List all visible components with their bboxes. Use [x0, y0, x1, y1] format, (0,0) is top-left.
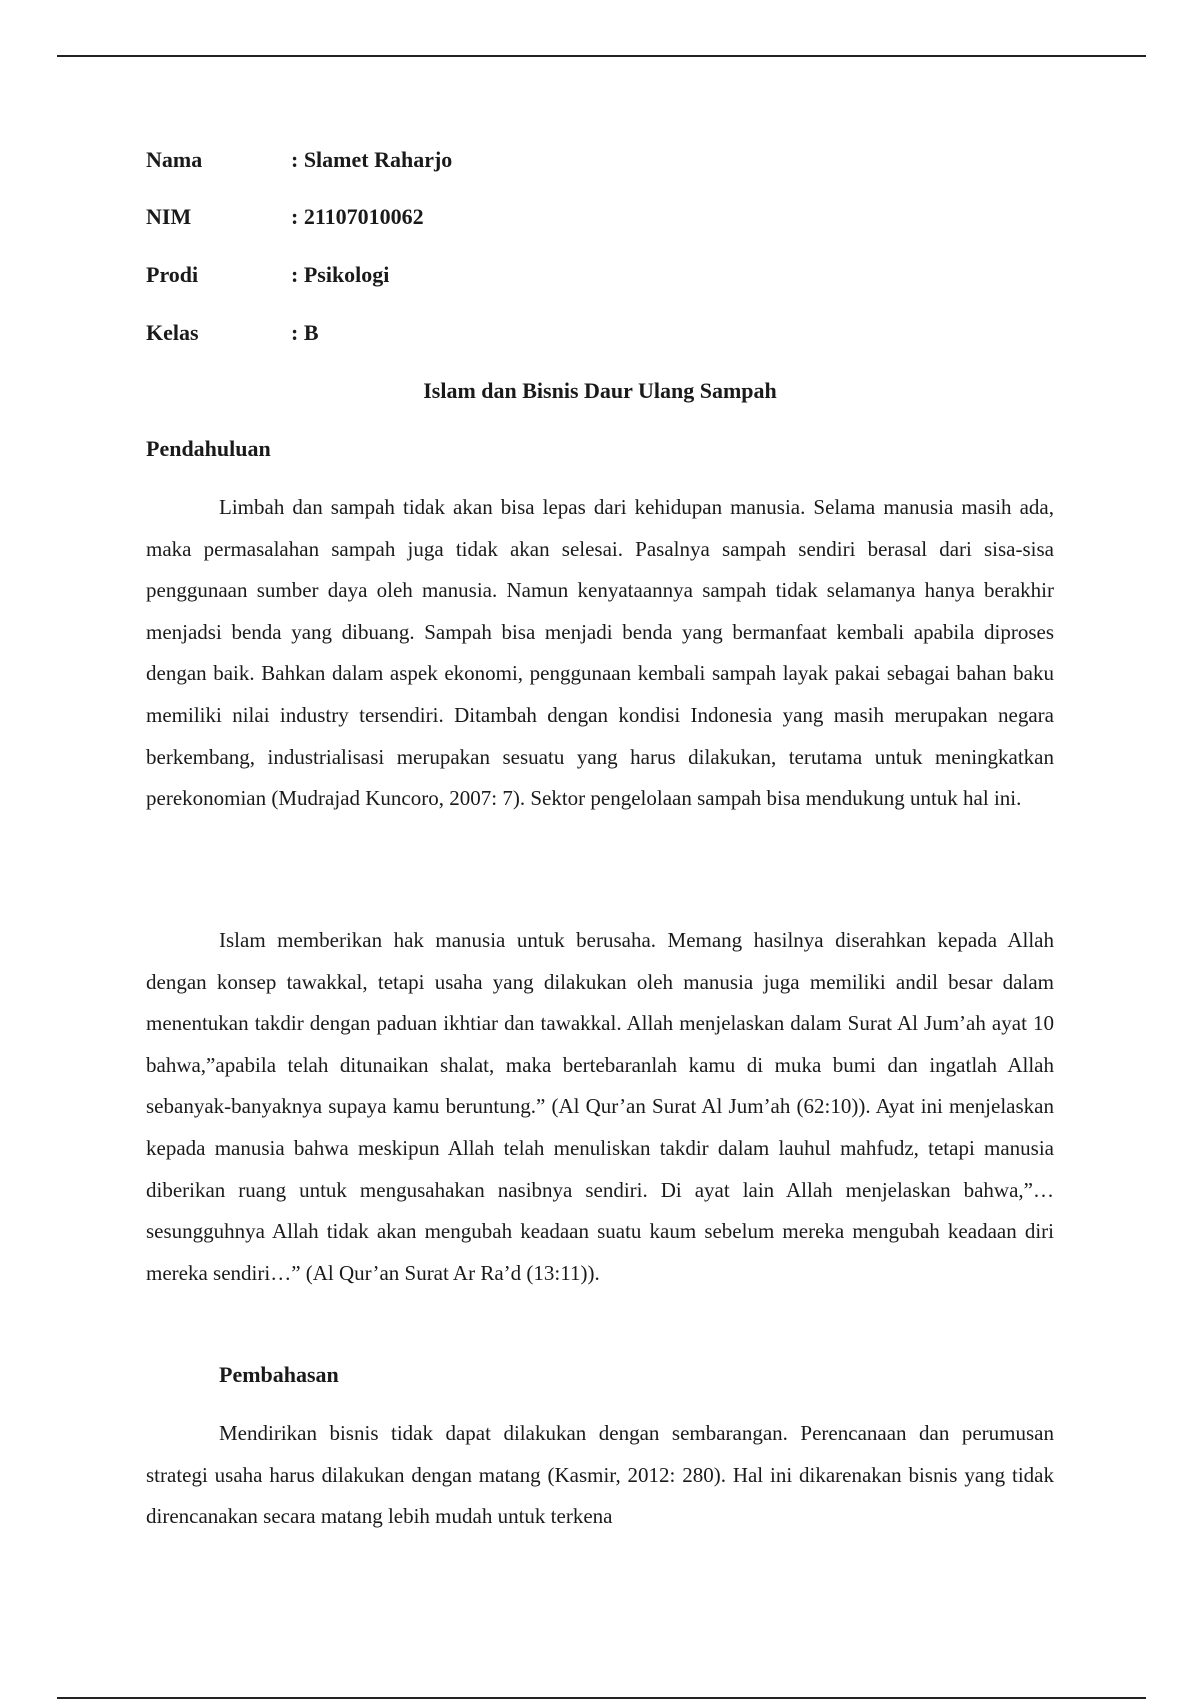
info-row-nim — [146, 202, 746, 232]
paragraph-pendahuluan-2: Islam memberikan hak manusia untuk berusaha. Memang hasilnya diserahkan kepada Allah dengan konsep tawakkal, tetapi usaha yang dilakukan oleh manusia juga memiliki andil besar dalam menentukan takdir dengan paduan ikhtiar dan tawakkal. Allah menjelaskan dalam Surat Al Jum’ah ayat 10 bahwa,”apabila telah ditunaikan shalat, maka bertebaranlah kamu di muka bumi dan ingatlah Allah sebanyak-banyaknya supaya kamu beruntung.” (Al Qur’an Surat Al Jum’ah (62:10)). Ayat ini menjelaskan kepada manusia bahwa meskipun Allah telah menuliskan takdir dalam lauhul mahfudz, tetapi manusia diberikan ruang untuk mengusahakan nasibnya sendiri. Di ayat lain Allah menjelaskan bahwa,”…sesungguhnya Allah tidak akan mengubah keadaan suatu kaum sebelum mereka mengubah keadaan diri mereka sendiri…” (Al Qur’an Surat Ar Ra’d (13:11)). — [146, 928, 1054, 1285]
page-bottom-rule — [57, 1697, 1146, 1699]
info-row-kelas — [146, 318, 746, 348]
paragraph-pembahasan-1: Mendirikan bisnis tidak dapat dilakukan dengan sembarangan. Perencanaan dan perumusan strategi usaha harus dilakukan dengan matang (Kasmir, 2012: 280). Hal ini dikarenakan bisnis yang tidak direncanakan secara matang lebih mudah untuk terkena — [146, 1421, 1054, 1529]
info-value: : Psikologi — [291, 262, 390, 287]
section-heading-pendahuluan: Pendahuluan — [146, 436, 271, 461]
info-label: Nama — [146, 147, 203, 172]
document-title: Islam dan Bisnis Daur Ulang Sampah — [423, 378, 777, 403]
section-heading-pembahasan: Pembahasan — [219, 1362, 339, 1387]
info-row-nama — [146, 145, 746, 175]
info-label: Prodi — [146, 262, 199, 287]
info-label: Kelas — [146, 320, 199, 345]
page-top-rule — [57, 55, 1146, 57]
info-value: : B — [291, 320, 319, 345]
info-value: : Slamet Raharjo — [291, 147, 453, 172]
paragraph-pendahuluan-1: Limbah dan sampah tidak akan bisa lepas dari kehidupan manusia. Selama manusia masih ada, maka permasalahan sampah juga tidak akan selesai. Pasalnya sampah sendiri berasal dari sisa-sisa penggunaan sumber daya oleh manusia. Namun kenyataannya sampah tidak selamanya hanya berakhir menjadsi benda yang dibuang. Sampah bisa menjadi benda yang bermanfaat kembali apabila diproses dengan baik. Bahkan dalam aspek ekonomi, penggunaan kembali sampah layak pakai sebagai bahan baku memiliki nilai industry tersendiri. Ditambah dengan kondisi Indonesia yang masih merupakan negara berkembang, industrialisasi merupakan sesuatu yang harus dilakukan, terutama untuk meningkatkan perekonomian (Mudrajad Kuncoro, 2007: 7). Sektor pengelolaan sampah bisa mendukung untuk hal ini. — [146, 495, 1054, 811]
info-value: : 21107010062 — [291, 204, 424, 229]
info-label: NIM — [146, 204, 192, 229]
info-row-prodi — [146, 260, 746, 290]
